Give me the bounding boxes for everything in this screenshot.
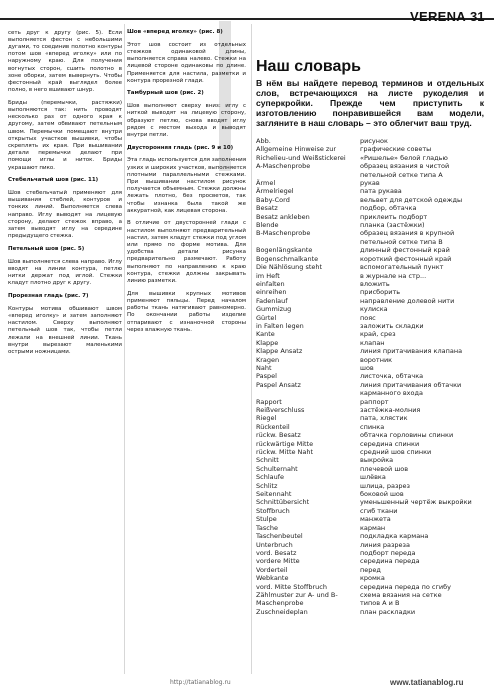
dictionary-row	[256, 288, 484, 296]
dictionary-russian-term: петельной сетке типа В	[360, 237, 443, 246]
dictionary-russian-term: карман	[360, 523, 386, 532]
dictionary-russian-term: образец вязания в крупной	[360, 229, 455, 238]
dictionary-german-term: B-Maschenprobe	[256, 229, 311, 238]
dictionary-german-term: Rückenteil	[256, 422, 290, 431]
dictionary-german-term: Abb.	[256, 137, 271, 145]
dictionary-german-term: Allgemeine Hinweise zur	[256, 145, 337, 154]
dictionary-row	[256, 229, 484, 237]
dictionary-russian-term: плечевой шов	[360, 464, 409, 473]
dictionary-german-term	[256, 238, 360, 246]
dictionary-row	[256, 566, 484, 574]
dictionary-row	[256, 255, 484, 263]
dictionary-german-term: Maschenprobe	[256, 599, 304, 608]
dictionary-german-term: Besatz	[256, 204, 278, 213]
dictionary-german-term: Schnitt	[256, 456, 279, 465]
dictionary-german-term: Richelieu-und Weißstickerei	[256, 153, 346, 162]
dictionary-german-term: einfalten	[256, 279, 285, 288]
dictionary-russian-term: выкройка	[360, 456, 394, 465]
dictionary-german-term: im Heft	[256, 271, 280, 280]
dictionary-german-term: Schulternaht	[256, 464, 298, 473]
section-title-running-stitch: Шов «вперед иголку» (рис. 8)	[127, 29, 223, 35]
dictionary-german-term: Klappe Ansatz	[256, 347, 303, 356]
dictionary-german-term: Stoffbruch	[256, 506, 290, 515]
dictionary-russian-term: раппорт	[360, 397, 389, 406]
dictionary-russian-term: средний шов спинки	[360, 448, 432, 457]
left-paragraph-1: сеть друг к другу (рис. 5). Если выполняется фестон с небольшими дугами, то соединив полотно контуры потом шов «вперед иголку» или по наружному краю. Для получения вогнутых сторон, сшить полотно в зоне оборки, затем вывернуть. Чтобы фестонный край выглядел более полно, в него вшивают шнур.	[8, 29, 122, 94]
dictionary-russian-term: карманного входа	[360, 389, 423, 398]
dictionary-russian-term: шлица, разрез	[360, 481, 411, 490]
dictionary-russian-term: рукав	[360, 179, 380, 188]
dictionary-german-term: vord. Mitte Stoffbruch	[256, 582, 327, 591]
dictionary-russian-term: кромка	[360, 574, 385, 583]
dictionary-russian-term: пата, хлястик	[360, 414, 408, 423]
dictionary-row	[256, 414, 484, 422]
dictionary-russian-term: воротник	[360, 355, 393, 364]
dictionary-russian-term: линия притачивания обтачки	[360, 380, 462, 389]
dictionary-russian-term: перед	[360, 565, 381, 574]
dictionary-row	[256, 347, 484, 355]
dictionary-russian-term: в журнале на стр...	[360, 271, 427, 280]
dictionary-row	[256, 456, 484, 464]
page-number: 31	[470, 9, 485, 24]
dictionary-russian-term: шов	[360, 363, 374, 372]
dictionary-german-term: rückw. Besatz	[256, 431, 301, 440]
dictionary-intro: В нём вы найдете перевод терминов и отдельных слов, встречающихся на листе рукоделия и суперкройки. Прежде чем приступить к изготовлению понравившейся вам модели, загляните в наш словарь – это облегчит ваш труд.	[256, 78, 484, 128]
dictionary-row	[256, 532, 484, 540]
dictionary-russian-term: длинный фестонный край	[360, 246, 450, 255]
dictionary-russian-term: линия разреза	[360, 540, 410, 549]
dictionary-row	[256, 398, 484, 406]
dictionary-russian-term: короткий фестонный край	[360, 254, 452, 263]
dictionary-german-term: Stulpe	[256, 515, 277, 524]
dictionary-row	[256, 440, 484, 448]
dictionary-german-term: Schnittübersicht	[256, 498, 310, 507]
dictionary-row	[256, 280, 484, 288]
page-title: VERENA	[410, 9, 466, 24]
dictionary-row	[256, 389, 484, 397]
dictionary-german-term: Reißverschluss	[256, 406, 305, 414]
dictionary-german-term: Riegel	[256, 414, 277, 423]
dictionary-row	[256, 364, 484, 372]
dictionary-russian-term: подбор, обтачка	[360, 204, 417, 213]
dictionary-russian-term: шлёвка	[360, 473, 386, 482]
dictionary-column	[256, 24, 484, 616]
dictionary-row	[256, 574, 484, 582]
dictionary-russian-term: середина переда	[360, 557, 420, 566]
dictionary-row	[256, 591, 484, 599]
dictionary-russian-term: планка (застёжки)	[360, 221, 425, 230]
dictionary-row	[256, 423, 484, 431]
dictionary-russian-term: уменьшенный чертёж выкройки	[360, 498, 472, 507]
dictionary-row	[256, 238, 484, 246]
dictionary-russian-term: графические советы	[360, 145, 432, 154]
dictionary-row	[256, 196, 484, 204]
dictionary-german-term: Kante	[256, 330, 275, 339]
dictionary-german-term: Besatz ankleben	[256, 212, 310, 221]
dictionary-row	[256, 498, 484, 506]
left-paragraph-2: Бриды (перемычки, растяжки) выполняются так: нить проводят несколько раз от одного края к другому, затем обвивают петельным швом. Перемычки помещают внутри открытых участков вышивки, чтобы скреплять их края. При вышивании детали перемычки делают при помощи иглы и ниток. Бриды украшают пико.	[8, 99, 122, 171]
dictionary-german-term: Bogenschmalkante	[256, 254, 319, 263]
dictionary-german-term: Ärmel	[256, 179, 276, 188]
dictionary-german-term: Paspel	[256, 372, 277, 381]
dictionary-russian-term: схема вязания на сетке	[360, 590, 442, 599]
dictionary-russian-term: вложить	[360, 279, 390, 288]
dictionary-german-term: Die Nählösung steht	[256, 263, 323, 272]
dictionary-row	[256, 137, 484, 145]
dictionary-german-term: Klappe	[256, 338, 279, 347]
dictionary-german-term: in Falten legen	[256, 321, 304, 330]
dictionary-russian-term: рисунок	[360, 137, 388, 145]
dictionary-german-term: Zuschneideplan	[256, 607, 308, 616]
section-title-chain-stitch: Тамбурный шов (рис. 2)	[127, 90, 204, 97]
dictionary-german-term	[256, 389, 360, 397]
dictionary-row	[256, 305, 484, 313]
dictionary-german-term: einreihen	[256, 288, 287, 297]
section-title-satin-stitch: Двусторонняя гладь (рис. 9 и 10)	[127, 144, 234, 151]
middle-paragraph-5: Для вышивки крупных мотивов применяют пяльцы. Перед началом работы ткань натягивают равномерно. По окончании работы изделие отпаривают с изнаночной стороны через влажную ткань.	[127, 290, 246, 333]
dictionary-german-term: A-Maschenprobe	[256, 162, 311, 171]
dictionary-russian-term: сгиб ткани	[360, 506, 398, 515]
dictionary-german-term	[256, 171, 360, 179]
left-paragraph-3: Шов стебельчатый применяют для вышивания стеблей, контуров и тонких линий. Выполняется слева направо. Иглу выводят на лицевую сторону, делают стежок вправо, а затем выводят иглу на середине предыдущего стежка.	[8, 190, 122, 240]
dictionary-russian-term: застёжка-молния	[360, 406, 421, 414]
dictionary-german-term: Schlaufe	[256, 473, 285, 482]
dictionary-russian-term: клапан	[360, 338, 385, 347]
dictionary-german-term: rückwärtige Mitte	[256, 439, 314, 448]
dictionary-row	[256, 515, 484, 523]
dictionary-russian-term: обтачка горловины спинки	[360, 431, 454, 440]
dictionary-german-term: Bogenlängskante	[256, 246, 313, 255]
footer-left-url: http://tatianablog.ru	[170, 679, 231, 686]
dictionary-row	[256, 381, 484, 389]
dictionary-german-term: Naht	[256, 363, 272, 372]
dictionary-row	[256, 448, 484, 456]
dictionary-russian-term: вспомогательный пункт	[360, 263, 444, 272]
dictionary-list	[256, 137, 484, 616]
dictionary-row	[256, 465, 484, 473]
dictionary-row	[256, 482, 484, 490]
dictionary-row	[256, 431, 484, 439]
dictionary-german-term: rückw. Mitte Naht	[256, 448, 314, 457]
footer-right-url: www.tatianablog.ru	[390, 678, 464, 687]
dictionary-row	[256, 507, 484, 515]
dictionary-row	[256, 356, 484, 364]
dictionary-german-term: Schlitz	[256, 481, 278, 490]
dictionary-german-term: Baby-Cord	[256, 195, 290, 204]
dictionary-row	[256, 213, 484, 221]
dictionary-row	[256, 524, 484, 532]
dictionary-row	[256, 583, 484, 591]
middle-article-column	[127, 24, 246, 340]
dictionary-row	[256, 549, 484, 557]
dictionary-row	[256, 372, 484, 380]
dictionary-russian-term: направление долевой нити	[360, 296, 455, 305]
dictionary-russian-term: пата рукава	[360, 187, 402, 196]
middle-paragraph-4: В отличие от двусторонней глади с настилом выполняют предварительный настил, затем кладут стежки под углом или прямо по форме мотива. Для удобства детали рисунка предварительно размечают. Работу выполняют по направлению к краю контура, стежки должны закрывать линию разметки.	[127, 220, 246, 285]
dictionary-russian-term: спинка	[360, 422, 385, 431]
dictionary-german-term: Taschenbeutel	[256, 532, 303, 541]
dictionary-russian-term: манжета	[360, 515, 391, 524]
dictionary-german-term: Seitennaht	[256, 490, 292, 499]
dictionary-row	[256, 263, 484, 271]
dictionary-row	[256, 541, 484, 549]
dictionary-row	[256, 297, 484, 305]
dictionary-german-term: vord. Besatz	[256, 548, 297, 557]
dictionary-german-term: Paspel Ansatz	[256, 380, 301, 389]
dictionary-russian-term: линия притачивания клапана	[360, 347, 463, 356]
dictionary-row	[256, 608, 484, 616]
dictionary-row	[256, 473, 484, 481]
dictionary-german-term: Rapport	[256, 397, 282, 406]
dictionary-german-term: vordere Mitte	[256, 557, 300, 566]
dictionary-russian-term: середина переда по сгибу	[360, 582, 451, 591]
dictionary-row	[256, 145, 484, 153]
section-title-buttonhole: Петельный шов (рис. 5)	[8, 245, 85, 252]
dictionary-row	[256, 221, 484, 229]
dictionary-row	[256, 272, 484, 280]
dictionary-row	[256, 330, 484, 338]
section-title-cutwork: Прорезная гладь (рис. 7)	[8, 293, 89, 299]
column-divider-left	[124, 24, 125, 674]
dictionary-title: Наш словарь	[256, 58, 361, 75]
dictionary-row	[256, 171, 484, 179]
dictionary-row	[256, 599, 484, 607]
dictionary-russian-term: приклеить подборт	[360, 212, 428, 221]
dictionary-row	[256, 162, 484, 170]
dictionary-german-term: Kragen	[256, 355, 280, 364]
dictionary-german-term: Gummizug	[256, 305, 292, 314]
dictionary-row	[256, 314, 484, 322]
dictionary-russian-term: кулиска	[360, 305, 388, 314]
middle-paragraph-2: Шов выполняют сверху вниз: иглу с ниткой выводят на лицевую сторону, образуют петлю, снова вводят иглу рядом с местом выхода и выводят внутри петли.	[127, 103, 246, 138]
dictionary-russian-term: типов А и В	[360, 599, 400, 608]
dictionary-row	[256, 339, 484, 347]
left-paragraph-5: Контуры мотива обшивают швом «вперед иголку» и затем заполняют настилом. Сверху выполняют петельный шов так, чтобы петли лежали на внешней линии. Ткань внутри вырезают маленькими острыми ножницами.	[8, 305, 122, 355]
dictionary-russian-term: план раскладки	[360, 607, 416, 616]
dictionary-row	[256, 490, 484, 498]
dictionary-german-term: Vorderteil	[256, 565, 288, 574]
left-article-column	[8, 24, 122, 362]
dictionary-row	[256, 557, 484, 565]
dictionary-row	[256, 204, 484, 212]
dictionary-russian-term: подкладка кармана	[360, 532, 429, 541]
dictionary-row	[256, 322, 484, 330]
section-title-stem-stitch: Стебельчатый шов (рис. 11)	[8, 177, 99, 184]
dictionary-german-term: Blende	[256, 221, 279, 230]
dictionary-russian-term: середина спинки	[360, 439, 420, 448]
dictionary-russian-term: «Ришелье» белой гладью	[360, 153, 448, 162]
dictionary-german-term: Tasche	[256, 523, 278, 532]
dictionary-russian-term: вельвет для детской одежды	[360, 195, 463, 204]
dictionary-german-term: Ärmelriegel	[256, 187, 294, 196]
dictionary-row	[256, 187, 484, 195]
dictionary-russian-term: боковой шов	[360, 490, 404, 499]
dictionary-russian-term: подборт переда	[360, 548, 416, 557]
dictionary-german-term: Webkante	[256, 574, 289, 583]
dictionary-russian-term: петельной сетке типа А	[360, 170, 443, 179]
dictionary-german-term: Zählmuster zur A- und B-	[256, 590, 338, 599]
middle-paragraph-1: Этот шов состоит из отдельных стежков одинаковой длины, выполняется справа налево. Стежки на лицевой стороне одинаковы по длине. Применяется для настила, разметки и контура прорезной глади.	[127, 41, 246, 84]
dictionary-russian-term: листочка, обтачка	[360, 372, 424, 381]
dictionary-german-term: Unterbruch	[256, 540, 293, 549]
middle-paragraph-3: Эта гладь используется для заполнения узких и широких участков, выполняется плотными параллельными стежками. При вышивании настилом рисунок получается объемным. Стежки должны лежать плотно, без просветов, так чтобы изнанка была такой же аккуратной, как лицевая сторона.	[127, 157, 246, 214]
left-paragraph-4: Шов выполняется слева направо. Иглу вводят на линии контура, петлю нитки держат под иглой. Стежки кладут плотно друг к другу.	[8, 258, 122, 287]
dictionary-russian-term: заложить складки	[360, 321, 424, 330]
dictionary-german-term: Gürtel	[256, 313, 277, 322]
dictionary-russian-term: образец вязания в чистой	[360, 162, 450, 171]
dictionary-row	[256, 246, 484, 254]
dictionary-russian-term: присборить	[360, 288, 401, 297]
dictionary-row	[256, 406, 484, 414]
dictionary-russian-term: край, срез	[360, 330, 396, 339]
column-divider-middle	[251, 24, 252, 674]
dictionary-german-term: Fadenlauf	[256, 296, 288, 305]
dictionary-row	[256, 154, 484, 162]
dictionary-russian-term: пояс	[360, 313, 376, 322]
